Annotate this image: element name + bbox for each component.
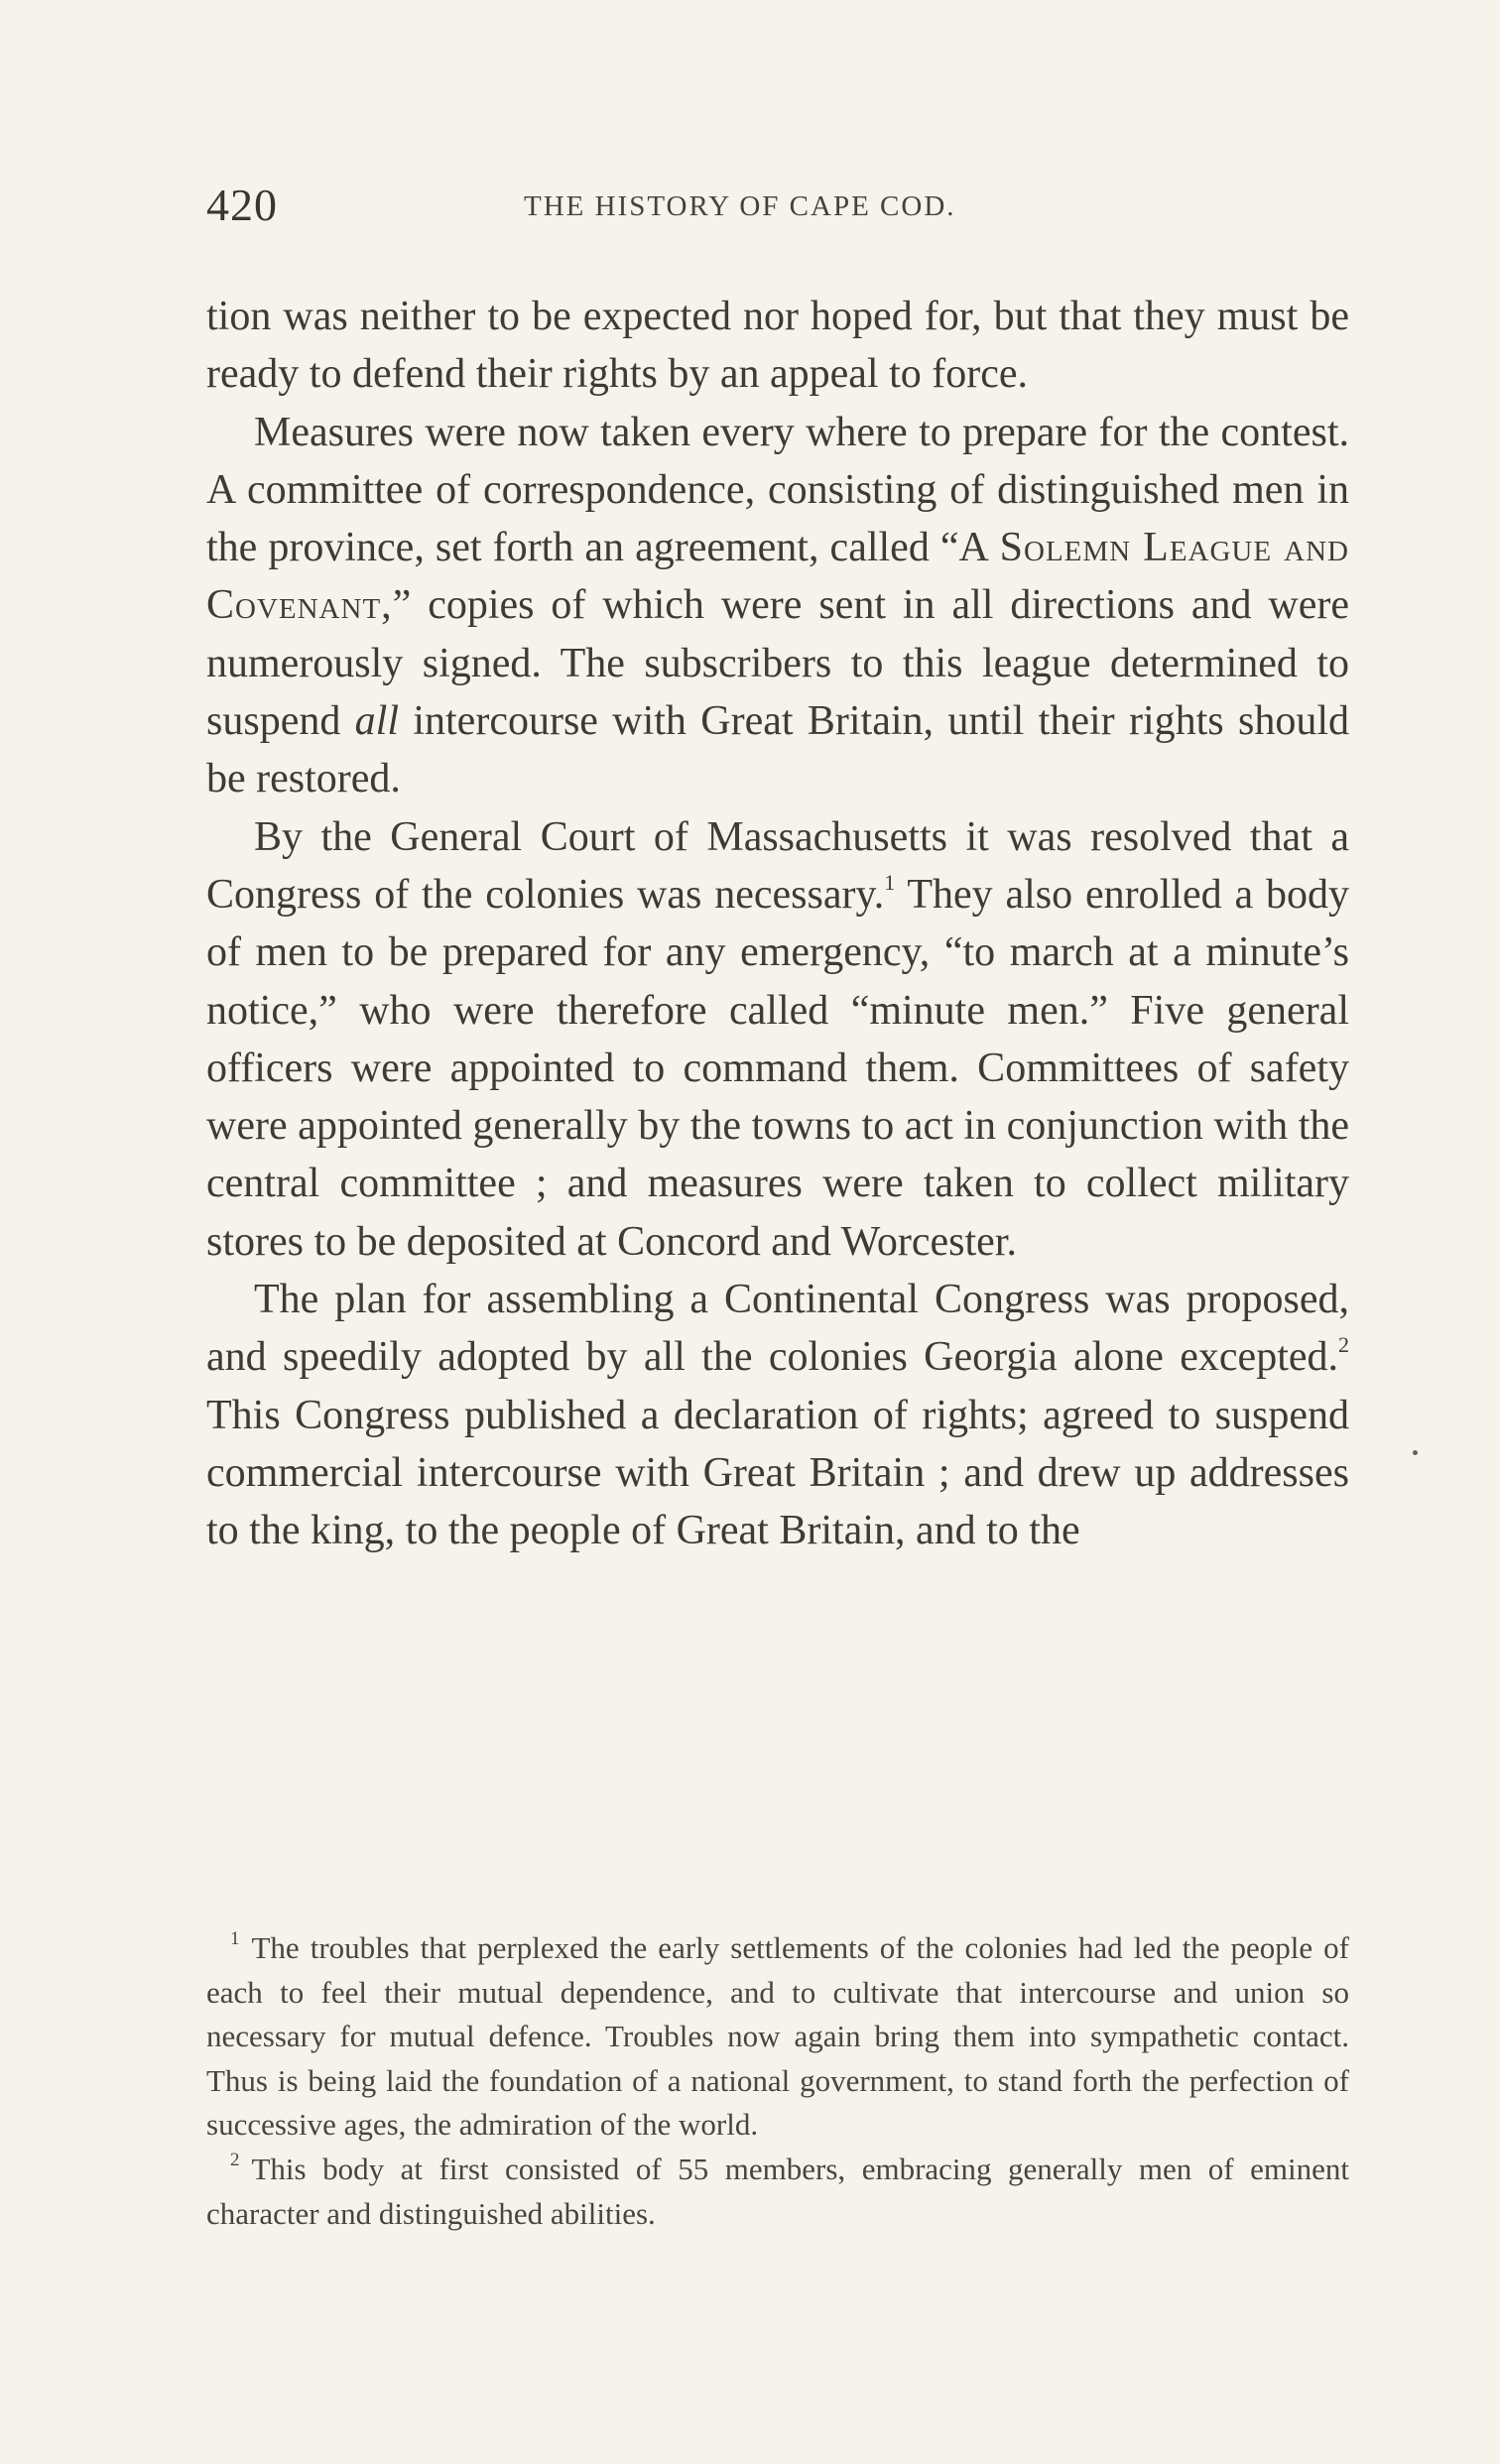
running-head bbox=[206, 179, 1345, 238]
footnotes bbox=[206, 1926, 1349, 2236]
emphasis-all: all bbox=[354, 698, 400, 745]
paragraph-2-text-c: intercourse with Great Britain, until their rights should be restored. bbox=[206, 698, 1349, 802]
footnote-2-mark: 2 bbox=[230, 2149, 240, 2170]
running-title: THE HISTORY OF CAPE COD. bbox=[524, 190, 956, 222]
page-number: 420 bbox=[206, 180, 278, 230]
paragraph-3-text-b: They also enrolled a body of men to be prepared for any emergency, “to march at a minute’s notice,” who were therefore called “minute men.” Five general officers were appointed to command them. Committees of safety were appointed generally by the towns to act in conjunction with the central committee ; and measures were taken to collect military stores to be deposited at Concord and Worcester. bbox=[206, 871, 1349, 1265]
footnote-ref-1[interactable]: 1 bbox=[884, 869, 896, 895]
paragraph-4-text-a: The plan for assembling a Continental Congress was proposed, and speedily adopted by all the colonies Georgia alone excepted. bbox=[206, 1277, 1349, 1381]
footnote-1 bbox=[206, 1926, 1349, 2148]
body-text bbox=[206, 288, 1349, 1560]
paragraph-4-text-b: This Congress published a declaration of rights; agreed to suspend commercial intercourse with Great Britain ; and drew up addresses to the king, to the people of Great Britain, and to the bbox=[206, 1392, 1349, 1554]
paragraph-2-text-a: Measures were now taken every where to prepare for the contest. A committee of correspondence, consisting of distinguished men in the province, set forth an agreement, called “ bbox=[206, 409, 1349, 571]
footnote-2 bbox=[206, 2148, 1349, 2236]
paragraph-3-text-a: By the General Court of Massachusetts it was resolved that a Congress of the colonies was necessary. bbox=[206, 813, 1349, 918]
league-title: A Solemn League and Covenant, bbox=[206, 525, 1349, 629]
paragraph-2-text-b: ” copies of which were sent in all directions and were numerously signed. The subscribers to this league determined to suspend bbox=[206, 582, 1349, 745]
stray-ink-mark bbox=[1413, 1450, 1418, 1455]
paragraph-1: tion was neither to be expected nor hoped for, but that they must be ready to defend their rights by an appeal to force. bbox=[206, 294, 1349, 398]
footnote-1-text: The troubles that perplexed the early settlements of the colonies had led the people of each to feel their mutual dependence, and to cultivate that intercourse and union so necessary for mutual defence. Troubles now again bring them into sympathetic contact. Thus is being laid the foundation of a national government, to stand forth the perfection of successive ages, the admiration of the world. bbox=[206, 1930, 1349, 2143]
paragraph-3 bbox=[206, 808, 1349, 1271]
paragraph-4 bbox=[206, 1271, 1349, 1559]
paragraph-2 bbox=[206, 404, 1349, 808]
footnote-2-text: This body at first consisted of 55 members, embracing generally men of eminent character and distinguished abilities. bbox=[206, 2151, 1349, 2231]
footnote-1-mark: 1 bbox=[230, 1928, 240, 1949]
footnote-ref-2[interactable]: 2 bbox=[1338, 1332, 1349, 1358]
